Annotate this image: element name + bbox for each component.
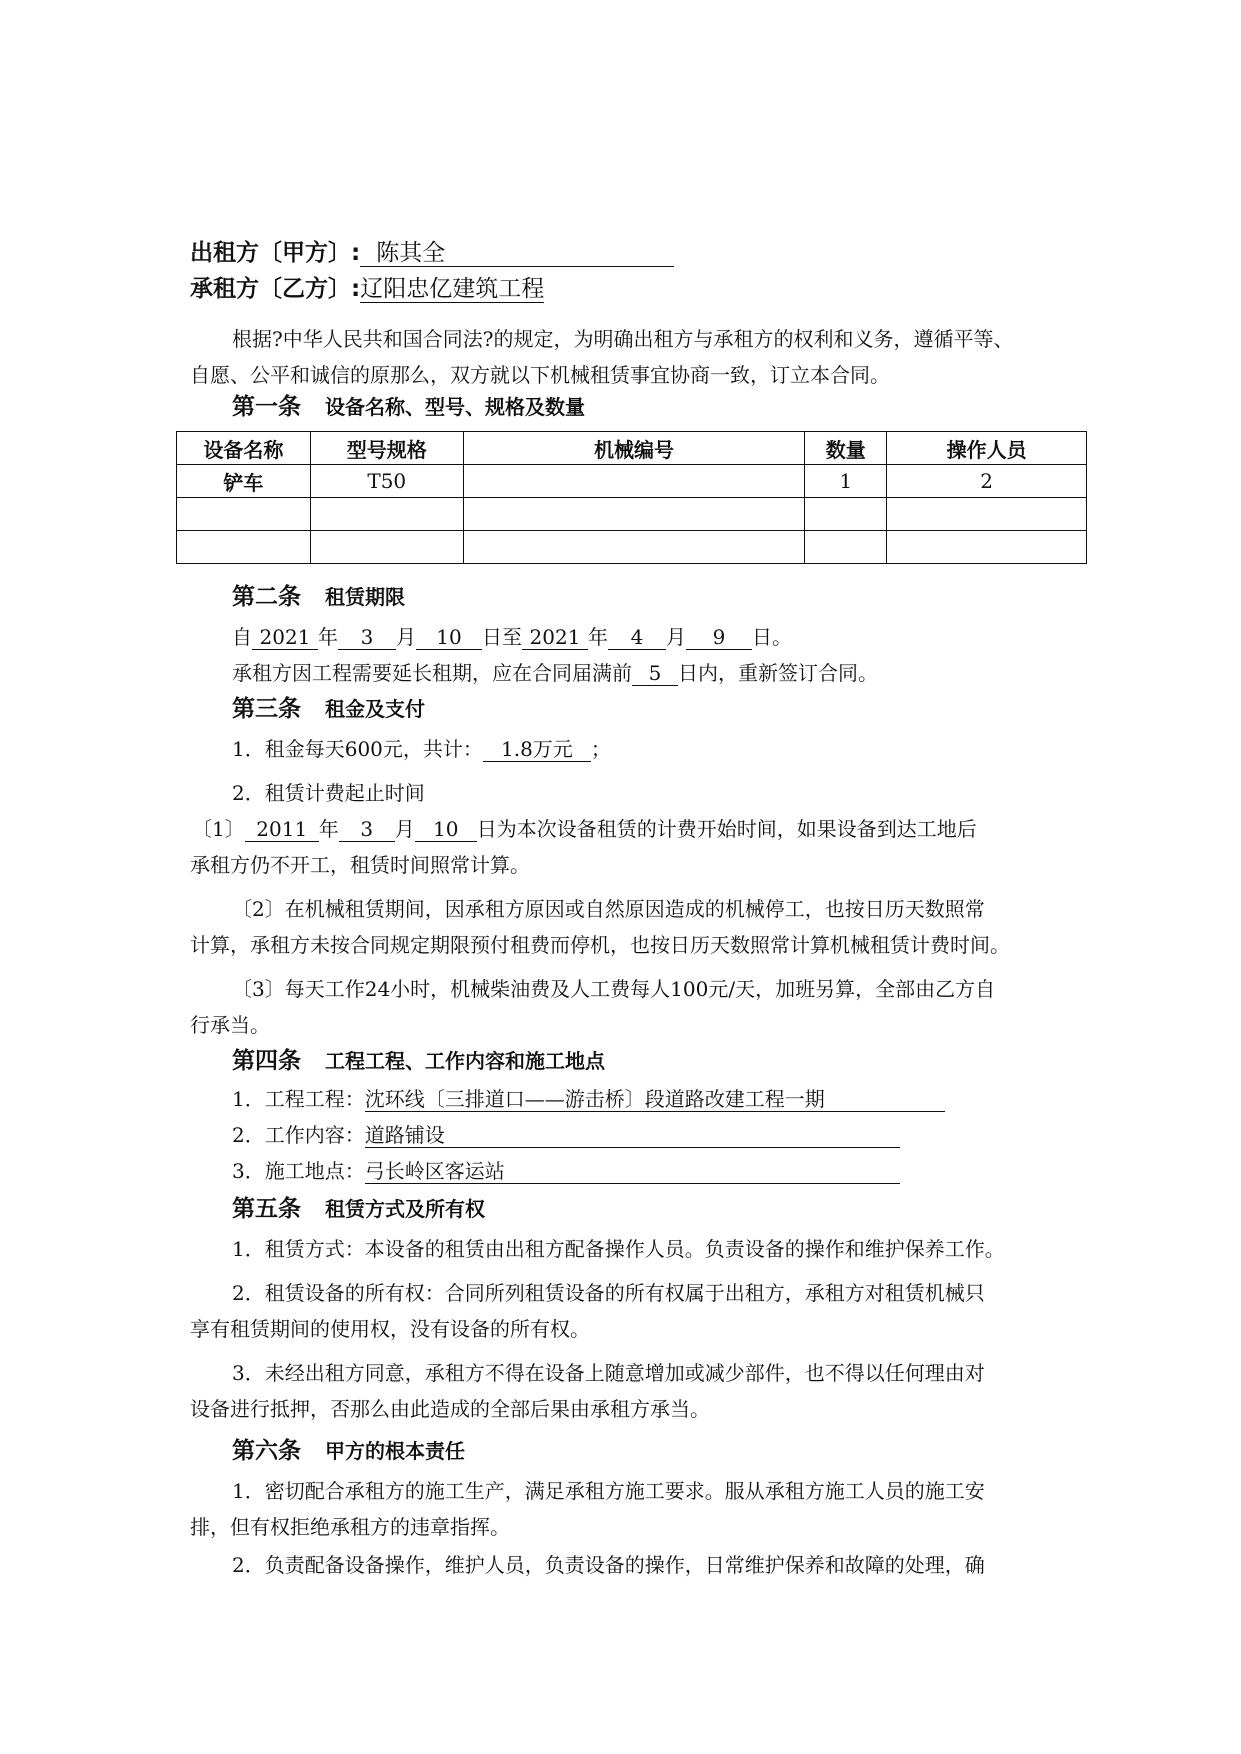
project-line <box>232 1084 945 1114</box>
billing-period-title: 2．租赁计费起止时间 <box>232 781 425 805</box>
extension-text: 承租方因工程需要延长租期，应在合同届满前 <box>232 661 632 685</box>
article-2-number: 第二条 <box>232 584 301 610</box>
start-month: 3 <box>338 625 396 650</box>
article-3-heading <box>232 694 425 724</box>
text-month: 月 <box>394 817 415 841</box>
article-1-number: 第一条 <box>232 394 301 420</box>
cell-model-spec <box>310 498 463 531</box>
project-value: 沈环线〔三排道口——游击桥〕段道路改建工程一期 <box>365 1087 945 1112</box>
text-month: 月 <box>666 625 686 649</box>
header-quantity: 数量 <box>805 432 887 465</box>
rent-text: 1．租金每天600元，共计： <box>232 737 483 761</box>
billing-start-line-2: 承租方仍不开工，租赁时间照常计算。 <box>190 853 530 877</box>
lessee-line <box>190 272 544 306</box>
lessor-line <box>190 236 674 270</box>
article-3-title: 租金及支付 <box>325 697 425 721</box>
lessee-name: 辽阳忠亿建筑工程 <box>360 276 545 302</box>
table-row <box>177 498 1087 531</box>
article-6-heading <box>232 1436 465 1466</box>
table-row <box>177 465 1087 498</box>
ownership-line-1: 2．租赁设备的所有权：合同所列租赁设备的所有权属于出租方，承租方对租赁机械只 <box>232 1281 985 1305</box>
work-content-value: 道路铺设 <box>365 1123 900 1148</box>
lease-method-line: 1．租赁方式：本设备的租赁由出租方配备操作人员。负责设备的操作和维护保养工作。 <box>232 1237 1005 1261</box>
mortgage-line-1: 3．未经出租方同意，承租方不得在设备上随意增加或减少部件，也不得以任何理由对 <box>232 1361 985 1385</box>
site-value: 弓长岭区客运站 <box>365 1159 900 1184</box>
header-operators: 操作人员 <box>887 432 1087 465</box>
billing-start-text: 日为本次设备租赁的计费开始时间，如果设备到达工地后 <box>476 817 977 841</box>
extension-line <box>232 658 878 688</box>
table-row <box>177 531 1087 564</box>
article-2-heading <box>232 582 405 612</box>
header-equipment-name: 设备名称 <box>177 432 311 465</box>
duty-1-line-1: 1．密切配合承租方的施工生产，满足承租方施工要求。服从承租方施工人员的施工安 <box>232 1479 985 1503</box>
sub-2-line-1: 〔2〕在机械租赁期间，因承租方原因或自然原因造成的机械停工，也按日历天数照常 <box>232 897 985 921</box>
article-5-heading <box>232 1194 485 1224</box>
rent-line <box>232 734 611 764</box>
billing-start-line <box>192 814 977 844</box>
cell-machine-number <box>463 465 805 498</box>
article-6-title: 甲方的根本责任 <box>325 1439 465 1463</box>
cell-quantity <box>805 531 887 564</box>
rent-total: 1.8万元 <box>483 737 591 762</box>
article-5-number: 第五条 <box>232 1196 301 1222</box>
text-year: 年 <box>318 625 338 649</box>
text-from: 自 <box>232 625 252 649</box>
cell-quantity <box>805 498 887 531</box>
article-1-title: 设备名称、型号、规格及数量 <box>325 395 585 419</box>
billing-day: 10 <box>415 817 477 842</box>
intro-line-2: 自愿、公平和诚信的原那么，双方就以下机械租赁事宜协商一致，订立本合同。 <box>190 363 890 387</box>
text-month: 月 <box>396 625 416 649</box>
article-4-heading <box>232 1046 605 1076</box>
sub-1-number: 〔1〕 <box>192 817 245 841</box>
article-2-title: 租赁期限 <box>325 585 405 609</box>
sub-2-line-2: 计算，承租方未按合同规定期限预付租费而停机，也按日历天数照常计算机械租赁计费时间。 <box>190 933 1010 957</box>
cell-equipment-name <box>177 498 311 531</box>
lease-period-line <box>232 622 792 652</box>
duty-1-line-2: 排，但有权拒绝承租方的违章指挥。 <box>190 1515 510 1539</box>
table-header-row <box>177 432 1087 465</box>
cell-machine-number <box>463 498 805 531</box>
text-day-to: 日至 <box>482 625 522 649</box>
article-6-number: 第六条 <box>232 1438 301 1464</box>
text-year: 年 <box>588 625 608 649</box>
text-day-end: 日。 <box>752 625 792 649</box>
lessee-label: 承租方〔乙方〕: <box>190 276 361 302</box>
article-4-number: 第四条 <box>232 1048 301 1074</box>
mortgage-line-2: 设备进行抵押，否那么由此造成的全部后果由承租方承当。 <box>190 1397 710 1421</box>
article-4-title: 工程工程、工作内容和施工地点 <box>325 1049 605 1073</box>
cell-equipment-name: 铲车 <box>177 465 311 498</box>
cell-equipment-name <box>177 531 311 564</box>
article-5-title: 租赁方式及所有权 <box>325 1197 485 1221</box>
duty-2-line-1: 2．负责配备设备操作，维护人员，负责设备的操作，日常维护保养和故障的处理，确 <box>232 1553 985 1577</box>
cell-operators <box>887 498 1087 531</box>
rent-text-after: ； <box>590 737 611 761</box>
cell-model-spec <box>310 531 463 564</box>
cell-quantity: 1 <box>805 465 887 498</box>
end-day: 9 <box>686 625 752 650</box>
sub-3-line-2: 行承当。 <box>190 1013 270 1037</box>
lessor-label: 出租方〔甲方〕: <box>190 240 361 266</box>
equipment-table <box>176 431 1087 564</box>
header-model-spec: 型号规格 <box>310 432 463 465</box>
article-1-heading <box>232 392 585 422</box>
text-year: 年 <box>318 817 339 841</box>
site-line <box>232 1156 900 1186</box>
billing-year: 2011 <box>245 817 319 842</box>
start-day: 10 <box>416 625 482 650</box>
start-year: 2021 <box>252 625 318 650</box>
sub-3-line-1: 〔3〕每天工作24小时，机械柴油费及人工费每人100元/天，加班另算，全部由乙方自 <box>232 977 996 1001</box>
end-month: 4 <box>608 625 666 650</box>
ownership-line-2: 享有租赁期间的使用权，没有设备的所有权。 <box>190 1317 590 1341</box>
extension-days: 5 <box>632 661 678 686</box>
end-year: 2021 <box>522 625 588 650</box>
project-label: 1．工程工程： <box>232 1087 365 1111</box>
lessor-name: 陈其全 <box>360 240 674 267</box>
work-content-line <box>232 1120 900 1150</box>
article-3-number: 第三条 <box>232 696 301 722</box>
cell-model-spec: T50 <box>310 465 463 498</box>
cell-operators <box>887 531 1087 564</box>
header-machine-number: 机械编号 <box>463 432 805 465</box>
cell-machine-number <box>463 531 805 564</box>
cell-operators: 2 <box>887 465 1087 498</box>
extension-text-after: 日内，重新签订合同。 <box>678 661 878 685</box>
site-label: 3．施工地点： <box>232 1159 365 1183</box>
work-content-label: 2．工作内容： <box>232 1123 365 1147</box>
billing-month: 3 <box>339 817 395 842</box>
intro-line-1: 根据?中华人民共和国合同法?的规定，为明确出租方与承租方的权利和义务，遵循平等、 <box>232 327 1014 351</box>
